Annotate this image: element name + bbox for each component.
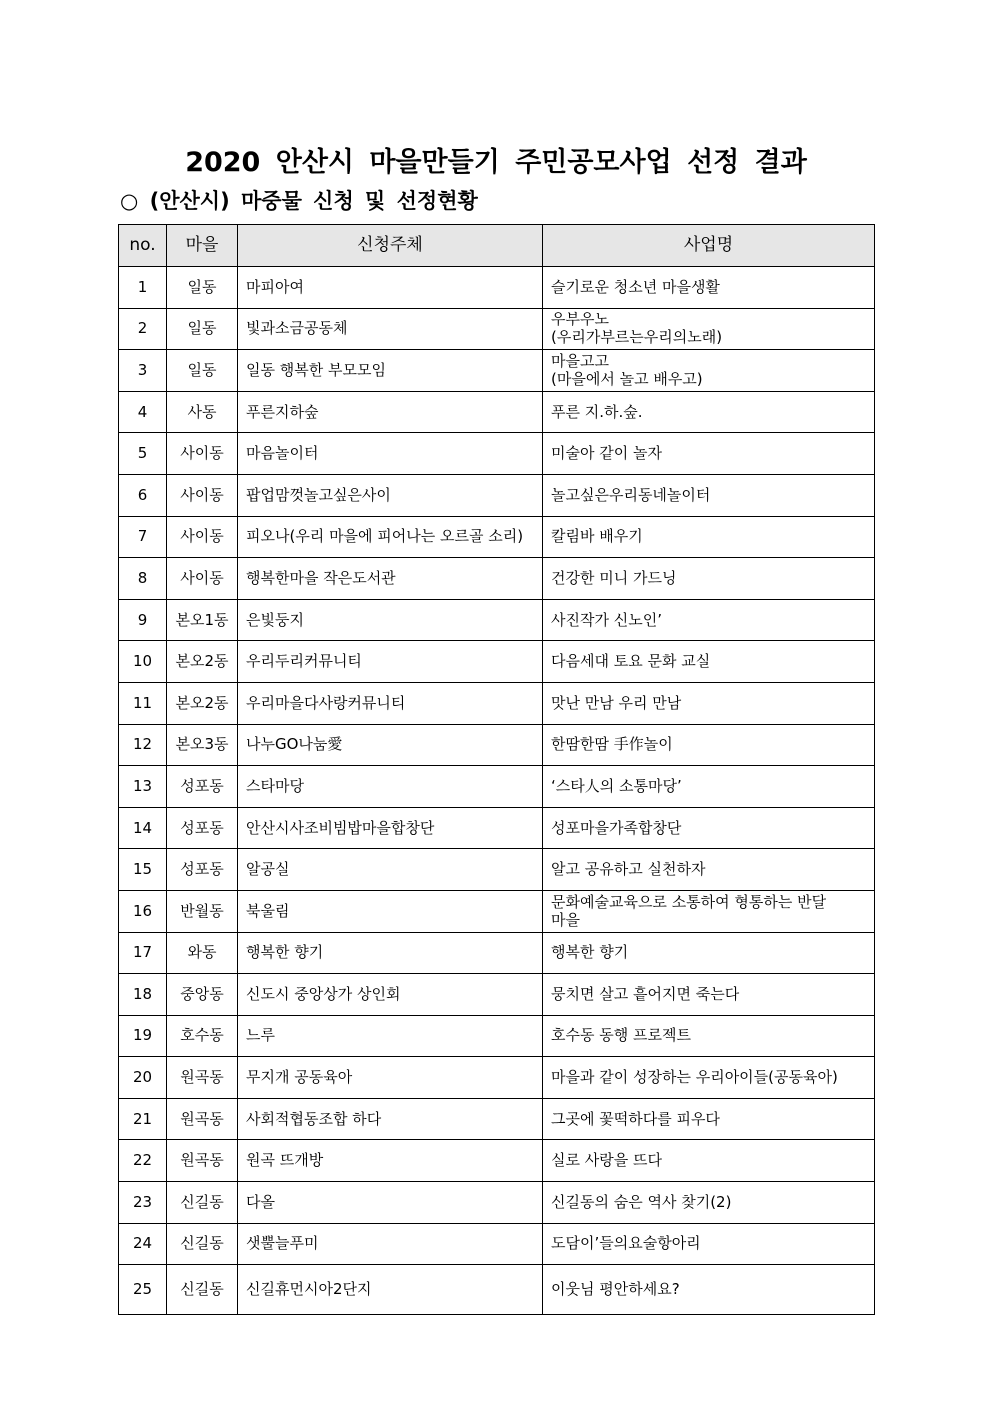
cell-applicant: 북울림: [238, 890, 543, 932]
cell-village: 사동: [167, 391, 238, 433]
cell-no: 1: [119, 267, 167, 309]
cell-project: [543, 641, 875, 683]
cell-project: [543, 599, 875, 641]
document-title: 2020 안산시 마을만들기 주민공모사업 선정 결과: [185, 147, 807, 178]
cell-no: 24: [119, 1223, 167, 1265]
cell-project: [543, 433, 875, 475]
cell-applicant: 신도시 중앙상가 상인회: [238, 974, 543, 1016]
project-line: 미술아 같이 놀자: [551, 444, 662, 463]
table-row: [119, 641, 875, 683]
cell-applicant: 우리마을다사랑커뮤니티: [238, 682, 543, 724]
project-line: 도담이’들의요술항아리: [551, 1234, 701, 1253]
cell-project: [543, 974, 875, 1016]
cell-applicant: 팝업맘껏놀고싶은사이: [238, 474, 543, 516]
cell-project: [543, 1057, 875, 1099]
cell-applicant: 원곡 뜨개방: [238, 1140, 543, 1182]
project-line: 슬기로운 청소년 마을생활: [551, 277, 720, 296]
cell-applicant: 나누GO나눔愛: [238, 724, 543, 766]
cell-no: 15: [119, 849, 167, 891]
cell-no: 8: [119, 558, 167, 600]
table-row: [119, 807, 875, 849]
cell-village: 일동: [167, 267, 238, 309]
cell-no: 17: [119, 932, 167, 974]
cell-project: [543, 1140, 875, 1182]
cell-project: [543, 890, 875, 932]
table-row: [119, 474, 875, 516]
cell-applicant: 우리두리커뮤니티: [238, 641, 543, 683]
cell-applicant: 푸른지하숲: [238, 391, 543, 433]
cell-village: 신길동: [167, 1182, 238, 1224]
cell-applicant: 다올: [238, 1182, 543, 1224]
cell-project: [543, 1015, 875, 1057]
cell-village: 원곡동: [167, 1098, 238, 1140]
project-line: 푸른 지.하.숲.: [551, 402, 643, 421]
project-line: 호수동 동행 프로젝트: [551, 1026, 691, 1045]
header-applicant: 신청주체: [238, 225, 543, 267]
project-line: 이웃님 평안하세요?: [551, 1280, 680, 1299]
header-no: no.: [119, 225, 167, 267]
table-row: [119, 308, 875, 350]
cell-project: [543, 474, 875, 516]
cell-applicant: 신길휴먼시아2단지: [238, 1265, 543, 1315]
project-line: 행복한 향기: [551, 943, 629, 962]
cell-applicant: 일동 행복한 부모모임: [238, 350, 543, 392]
table-body: [119, 267, 875, 1315]
table-row: [119, 1057, 875, 1099]
project-line: 마을고고: [551, 351, 609, 370]
cell-no: 13: [119, 766, 167, 808]
project-line: 놀고싶은우리동네놀이터: [551, 485, 711, 504]
cell-project: [543, 849, 875, 891]
project-line: 문화예술교육으로 소통하여 형통하는 반달: [551, 892, 827, 911]
cell-project: [543, 308, 875, 350]
cell-applicant: 마피아여: [238, 267, 543, 309]
table-row: [119, 433, 875, 475]
cell-applicant: 안산시사조비빔밥마을합창단: [238, 807, 543, 849]
project-line: 건강한 미니 가드닝: [551, 568, 677, 587]
table-row: [119, 350, 875, 392]
cell-applicant: 알공실: [238, 849, 543, 891]
cell-village: 신길동: [167, 1223, 238, 1265]
table-row: [119, 1182, 875, 1224]
table-row: [119, 766, 875, 808]
table-row: [119, 1265, 875, 1315]
cell-no: 3: [119, 350, 167, 392]
cell-no: 2: [119, 308, 167, 350]
cell-applicant: 사회적협동조합 하다: [238, 1098, 543, 1140]
cell-no: 16: [119, 890, 167, 932]
table-row: [119, 1015, 875, 1057]
cell-village: 중앙동: [167, 974, 238, 1016]
cell-project: [543, 724, 875, 766]
cell-project: [543, 1223, 875, 1265]
cell-project: [543, 350, 875, 392]
cell-village: 사이동: [167, 558, 238, 600]
table-row: [119, 932, 875, 974]
cell-project: [543, 1265, 875, 1315]
cell-no: 4: [119, 391, 167, 433]
cell-village: 반월동: [167, 890, 238, 932]
cell-village: 성포동: [167, 807, 238, 849]
cell-no: 14: [119, 807, 167, 849]
project-line: 우부우노: [551, 310, 609, 329]
cell-applicant: 마음놀이터: [238, 433, 543, 475]
cell-no: 25: [119, 1265, 167, 1315]
cell-no: 22: [119, 1140, 167, 1182]
cell-applicant: 빛과소금공동체: [238, 308, 543, 350]
cell-applicant: 느루: [238, 1015, 543, 1057]
cell-applicant: 은빛둥지: [238, 599, 543, 641]
header-project: 사업명: [543, 225, 875, 267]
cell-applicant: 무지개 공동육아: [238, 1057, 543, 1099]
cell-no: 20: [119, 1057, 167, 1099]
selection-table: [118, 224, 875, 1315]
cell-applicant: 스타마당: [238, 766, 543, 808]
cell-project: [543, 516, 875, 558]
cell-project: [543, 558, 875, 600]
table-header: [119, 225, 875, 267]
cell-village: 본오2동: [167, 641, 238, 683]
cell-village: 원곡동: [167, 1140, 238, 1182]
cell-applicant: 피오나(우리 마을에 피어나는 오르골 소리): [238, 516, 543, 558]
project-line: 그곳에 꽃떡하다를 피우다: [551, 1109, 720, 1128]
cell-applicant: 행복한마을 작은도서관: [238, 558, 543, 600]
cell-no: 19: [119, 1015, 167, 1057]
project-line: 신길동의 숨은 역사 찾기(2): [551, 1192, 732, 1211]
table-row: [119, 974, 875, 1016]
cell-no: 6: [119, 474, 167, 516]
cell-village: 사이동: [167, 433, 238, 475]
table-row: [119, 516, 875, 558]
cell-village: 와동: [167, 932, 238, 974]
cell-village: 사이동: [167, 516, 238, 558]
project-line: 맛난 만남 우리 만남: [551, 693, 682, 712]
cell-no: 9: [119, 599, 167, 641]
project-line: 성포마을가족합창단: [551, 818, 682, 837]
cell-no: 10: [119, 641, 167, 683]
project-line: 한땀한땀 手作놀이: [551, 735, 673, 754]
cell-project: [543, 682, 875, 724]
cell-no: 23: [119, 1182, 167, 1224]
cell-no: 18: [119, 974, 167, 1016]
cell-village: 일동: [167, 308, 238, 350]
project-line: (우리가부르는우리의노래): [551, 328, 723, 347]
cell-village: 본오3동: [167, 724, 238, 766]
table-row: [119, 724, 875, 766]
project-line: 다음세대 토요 문화 교실: [551, 652, 711, 671]
project-line: 사진작가 신노인’: [551, 610, 662, 629]
table-row: [119, 1223, 875, 1265]
cell-project: [543, 807, 875, 849]
table-row: [119, 849, 875, 891]
cell-village: 호수동: [167, 1015, 238, 1057]
cell-project: [543, 932, 875, 974]
table-row: [119, 890, 875, 932]
header-row: [119, 225, 875, 267]
project-line: 실로 사랑을 뜨다: [551, 1151, 662, 1170]
cell-applicant: 샛뿔늘푸미: [238, 1223, 543, 1265]
cell-no: 21: [119, 1098, 167, 1140]
cell-no: 12: [119, 724, 167, 766]
project-line: 뭉치면 살고 흩어지면 죽는다: [551, 984, 740, 1003]
table-row: [119, 1140, 875, 1182]
cell-project: [543, 766, 875, 808]
cell-applicant: 행복한 향기: [238, 932, 543, 974]
cell-village: 본오1동: [167, 599, 238, 641]
project-line: 알고 공유하고 실천하자: [551, 860, 706, 879]
cell-project: [543, 391, 875, 433]
project-line: 마을: [551, 910, 580, 929]
table-row: [119, 558, 875, 600]
cell-village: 사이동: [167, 474, 238, 516]
cell-village: 원곡동: [167, 1057, 238, 1099]
section-subtitle: ○ (안산시) 마중물 신청 및 선정현황: [120, 189, 478, 213]
cell-project: [543, 1182, 875, 1224]
cell-village: 본오2동: [167, 682, 238, 724]
cell-project: [543, 1098, 875, 1140]
project-line: 칼림바 배우기: [551, 527, 643, 546]
project-line: ‘스타人의 소통마당’: [551, 776, 682, 795]
project-line: 마을과 같이 성장하는 우리아이들(공동육아): [551, 1068, 838, 1087]
cell-village: 일동: [167, 350, 238, 392]
cell-village: 신길동: [167, 1265, 238, 1315]
table-row: [119, 391, 875, 433]
cell-project: [543, 267, 875, 309]
header-village: 마을: [167, 225, 238, 267]
table-row: [119, 267, 875, 309]
cell-no: 5: [119, 433, 167, 475]
table-row: [119, 1098, 875, 1140]
cell-village: 성포동: [167, 766, 238, 808]
table-row: [119, 599, 875, 641]
table-row: [119, 682, 875, 724]
cell-village: 성포동: [167, 849, 238, 891]
cell-no: 7: [119, 516, 167, 558]
cell-no: 11: [119, 682, 167, 724]
project-line: (마을에서 놀고 배우고): [551, 369, 703, 388]
